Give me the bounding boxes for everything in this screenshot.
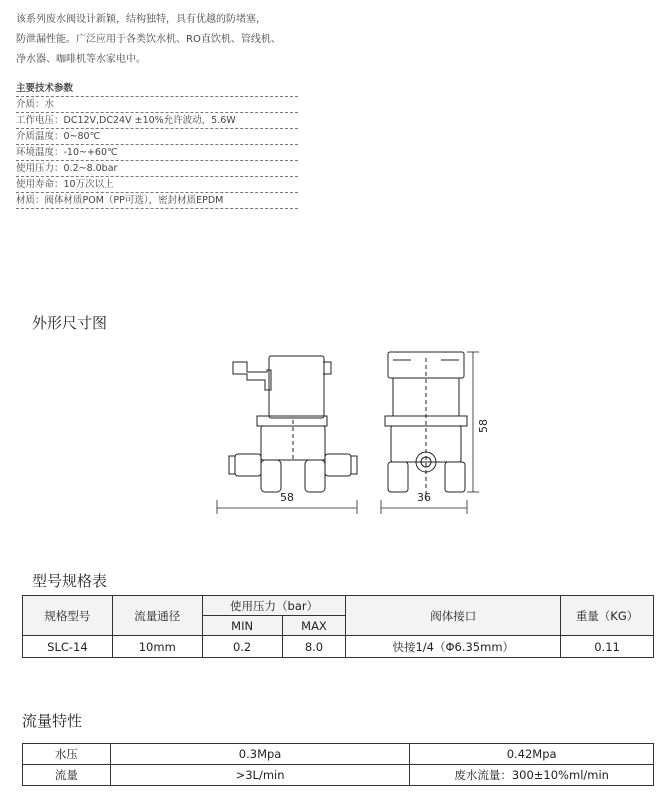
cell-model: SLC-14 <box>23 636 113 658</box>
intro-text <box>16 10 346 70</box>
header-weight: 重量（KG） <box>561 596 654 636</box>
cell-weight: 0.11 <box>561 636 654 658</box>
cell-max: 8.0 <box>282 636 346 658</box>
intro-line: 防泄漏性能。广泛应用于各类饮水机、RO直饮机、管线机、 <box>16 34 281 45</box>
dimension-lines <box>217 352 479 514</box>
model-spec-table <box>22 595 654 658</box>
flow-table-title: 流量特性 <box>22 712 83 730</box>
cell-value: 0.42Mpa <box>410 744 654 765</box>
spec-row: 使用寿命：10万次以上 <box>16 176 298 192</box>
table-row <box>23 765 654 786</box>
dimension-title: 外形尺寸图 <box>32 314 108 332</box>
side-view <box>385 352 467 500</box>
cell-label: 水压 <box>23 744 111 765</box>
spec-row: 使用压力：0.2~8.0bar <box>16 160 298 176</box>
intro-line: 净水器、咖啡机等水家电中。 <box>16 54 146 65</box>
intro-line: 该系列废水阀设计新颖，结构独特，具有优越的防堵塞， <box>16 14 266 25</box>
dimension-drawing <box>205 350 505 524</box>
cell-value: 0.3Mpa <box>110 744 409 765</box>
side-width-label: 36 <box>417 491 431 504</box>
spec-row: 环境温度：-10~+60℃ <box>16 144 298 160</box>
spec-title: 主要技术参数 <box>16 83 74 94</box>
flow-characteristics-table <box>22 743 654 786</box>
header-model: 规格型号 <box>23 596 113 636</box>
spec-row: 工作电压：DC12V,DC24V ±10%允许波动，5.6W <box>16 112 298 128</box>
spec-row: 介质：水 <box>16 96 298 112</box>
cell-min: 0.2 <box>202 636 282 658</box>
cell-label: 流量 <box>23 765 111 786</box>
side-height-label: 58 <box>477 419 490 433</box>
header-interface: 阀体接口 <box>346 596 561 636</box>
cell-value: 废水流量：300±10%ml/min <box>410 765 654 786</box>
spec-list <box>16 82 298 209</box>
header-max: MAX <box>282 616 346 636</box>
model-table-title: 型号规格表 <box>32 572 108 590</box>
front-width-label: 58 <box>280 491 294 504</box>
header-pressure: 使用压力（bar） <box>202 596 346 616</box>
cell-value: >3L/min <box>110 765 409 786</box>
cell-interface: 快接1/4（Φ6.35mm） <box>346 636 561 658</box>
header-min: MIN <box>202 616 282 636</box>
table-row <box>23 744 654 765</box>
valve-drawing-svg <box>205 350 505 520</box>
front-view <box>229 356 357 492</box>
spec-row: 材质：阀体材质POM（PP可选），密封材质EPDM <box>16 192 298 209</box>
cell-flow-diameter: 10mm <box>112 636 202 658</box>
header-flow-diameter: 流量通径 <box>112 596 202 636</box>
table-row <box>23 636 654 658</box>
spec-row: 介质温度：0~80℃ <box>16 128 298 144</box>
